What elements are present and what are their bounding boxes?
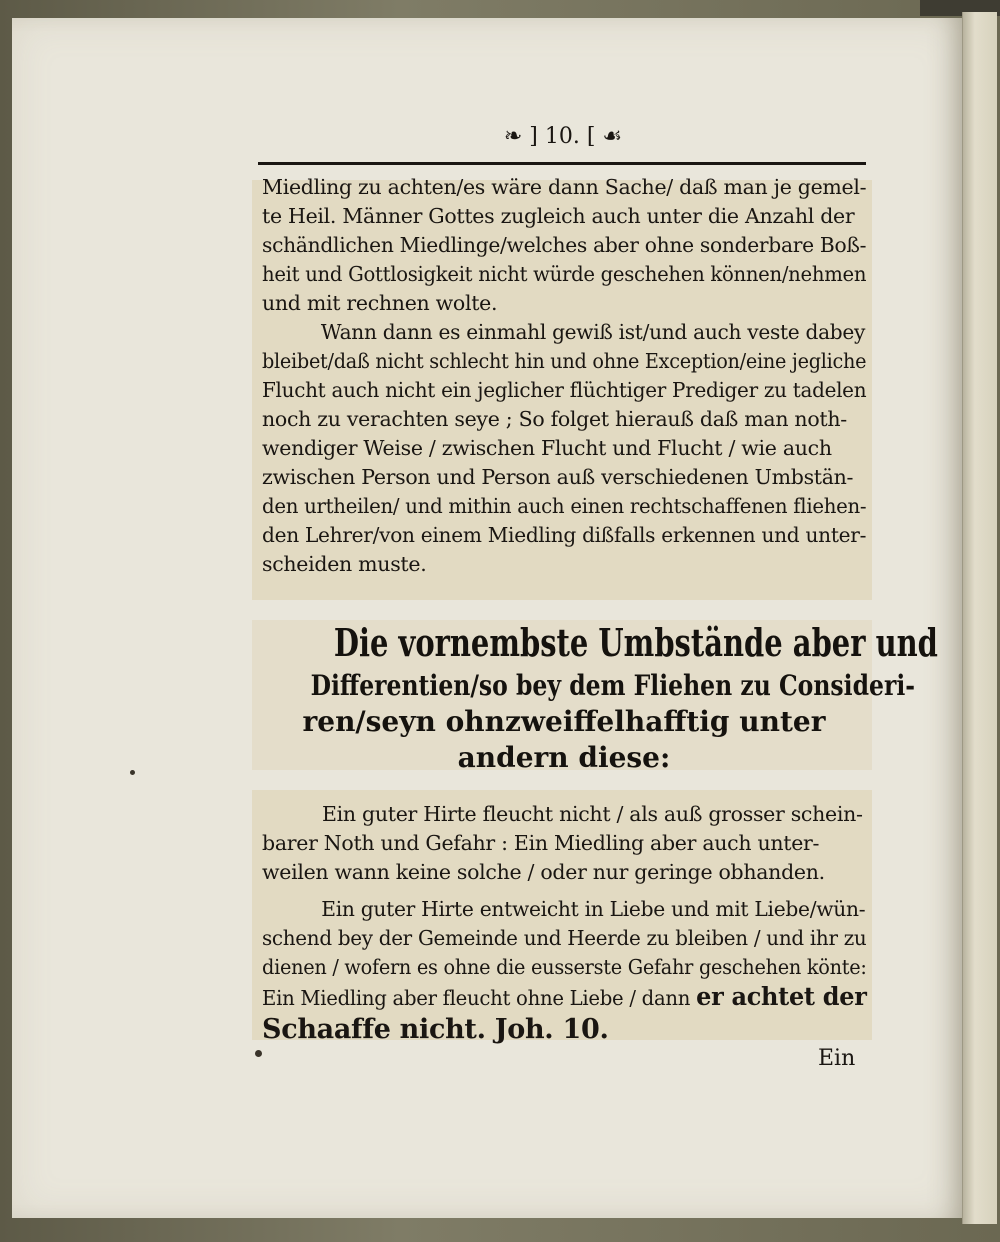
heading-line: Die vornembste Umbstände aber und xyxy=(333,620,938,665)
text-line: den urtheilen/ und mithin auch einen rechtschaffenen fliehen- xyxy=(262,494,867,518)
text-line-emphasis: er achtet der xyxy=(696,982,867,1011)
next-page-edge xyxy=(962,12,997,1224)
text-line: noch zu verachten seye ; So folget hierauß daß man noth- xyxy=(262,407,847,431)
paragraph-1 xyxy=(262,173,866,318)
text-line: weilen wann keine solche / oder nur geringe obhanden. xyxy=(262,860,825,884)
text-line: schändlichen Miedlinge/welches aber ohne sonderbare Boß- xyxy=(262,233,867,257)
text-line: dienen / wofern es ohne die eusserste Gefahr geschehen könte: xyxy=(262,955,867,979)
catchword: Ein xyxy=(818,1046,856,1071)
text-line: wendiger Weise / zwischen Flucht und Flucht / wie auch xyxy=(262,436,832,460)
ink-speck xyxy=(130,770,135,775)
paragraph-4 xyxy=(262,895,866,1047)
heading-line: Differentien/so bey dem Fliehen zu Consideri- xyxy=(310,669,915,702)
text-line: te Heil. Männer Gottes zugleich auch unter die Anzahl der xyxy=(262,204,855,228)
text-line: Ein guter Hirte fleucht nicht / als auß grosser schein- xyxy=(322,802,863,826)
page-number: ❧ ] 10. [ ☙ xyxy=(503,124,623,149)
text-line: Miedling zu achten/es wäre dann Sache/ daß man je gemel- xyxy=(262,175,867,199)
text-line: scheiden muste. xyxy=(262,552,427,576)
text-line: Ein guter Hirte entweicht in Liebe und mit Liebe/wün- xyxy=(321,897,866,921)
text-line: barer Noth und Gefahr : Ein Miedling aber auch unter- xyxy=(262,831,820,855)
text-line xyxy=(262,982,867,1013)
text-line-start: Ein Miedling aber fleucht ohne Liebe / dann xyxy=(262,986,691,1010)
text-line: schend bey der Gemeinde und Heerde zu bleiben / und ihr zu xyxy=(262,926,867,950)
heading-line: andern diese: xyxy=(457,741,671,774)
text-line: heit und Gottlosigkeit nicht würde geschehen können/nehmen xyxy=(262,262,867,286)
text-line: Wann dann es einmahl gewiß ist/und auch veste dabey xyxy=(320,320,866,344)
text-line: zwischen Person und Person auß verschiedenen Umbstän- xyxy=(262,465,854,489)
text-line: Flucht auch nicht ein jeglicher flüchtiger Prediger zu tadelen xyxy=(262,378,867,402)
paragraph-2 xyxy=(262,318,866,579)
text-line: und mit rechnen wolte. xyxy=(262,291,498,315)
paragraph-3 xyxy=(262,800,866,887)
heading-line: ren/seyn ohnzweiffelhafftig unter xyxy=(302,705,826,738)
text-line: bleibet/daß nicht schlecht hin und ohne Exception/eine jegliche xyxy=(262,349,867,373)
text-line: Schaaffe nicht. Joh. 10. xyxy=(262,1014,609,1045)
section-heading xyxy=(262,618,938,776)
header-rule xyxy=(258,162,866,165)
text-line: den Lehrer/von einem Miedling dißfalls erkennen und unter- xyxy=(262,523,867,547)
ink-speck xyxy=(255,1050,262,1057)
